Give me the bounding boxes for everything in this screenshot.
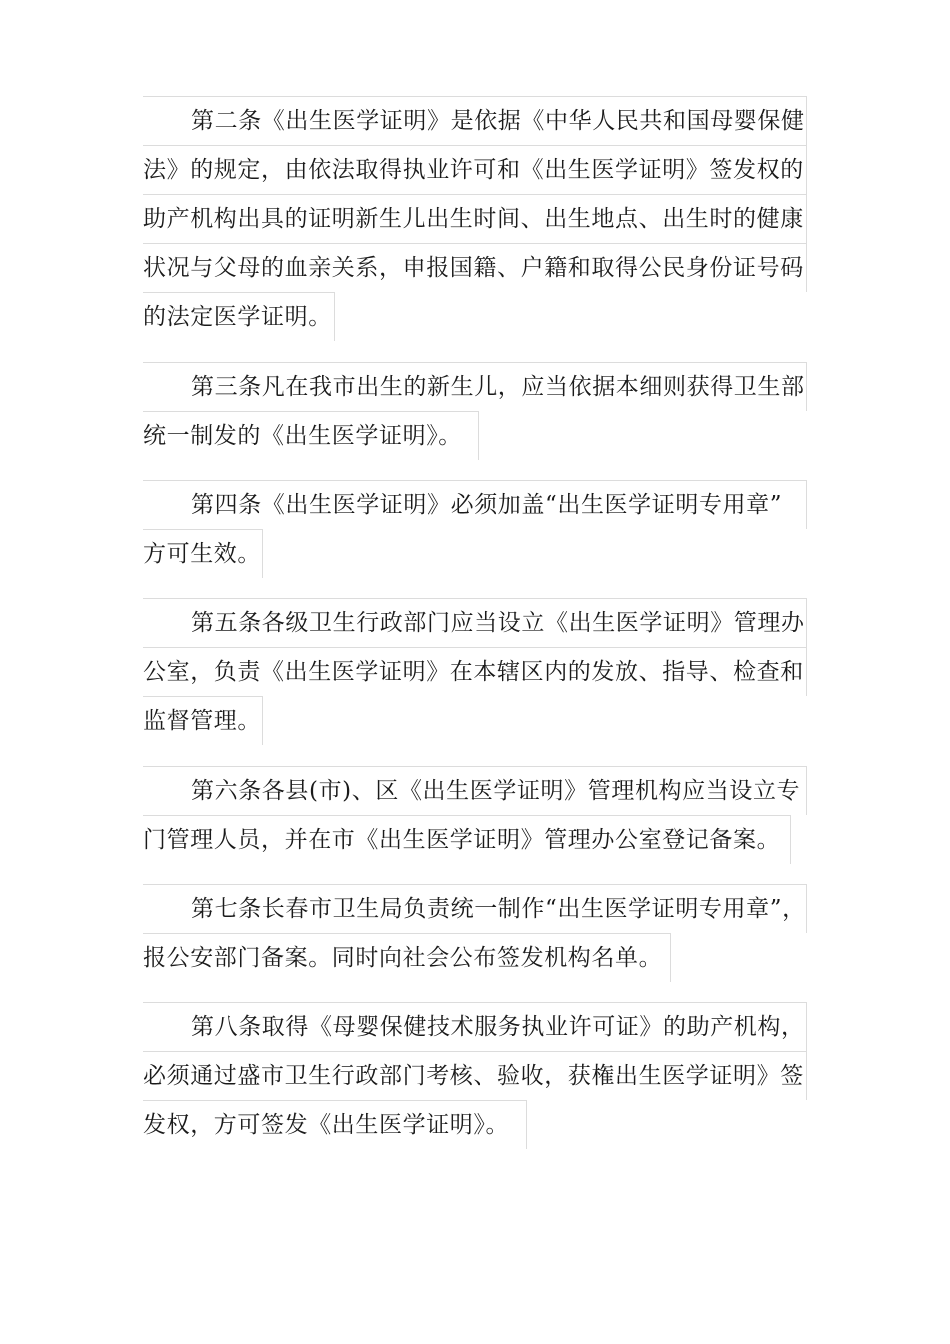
paragraph-line: 监督管理。 [143, 696, 263, 745]
paragraph-line: 第二条《出生医学证明》是依据《中华人民共和国母婴保健 [143, 96, 807, 145]
paragraph-line: 必须通过盛市卫生行政部门考核、验收，获権出生医学证明》签 [143, 1051, 807, 1100]
paragraph-line: 公室，负责《出生医学证明》在本辖区内的发放、指导、检查和 [143, 647, 807, 696]
paragraph-line: 第三条凡在我市出生的新生儿，应当依据本细则获得卫生部 [143, 362, 807, 411]
paragraph-line: 的法定医学证明。 [143, 292, 335, 341]
paragraph-line: 统一制发的《出生医学证明》。 [143, 411, 479, 460]
paragraph-line: 第七条长春市卫生局负责统一制作“出生医学证明专用章”， [143, 884, 807, 933]
article-2-paragraph [143, 96, 807, 341]
paragraph-line: 状况与父母的血亲关系，申报国籍、户籍和取得公民身份证号码 [143, 243, 807, 292]
article-3-paragraph [143, 362, 807, 460]
paragraph-line: 方可生效。 [143, 529, 263, 578]
article-7-paragraph [143, 884, 807, 982]
paragraph-line: 法》的规定，由依法取得执业许可和《出生医学证明》签发权的 [143, 145, 807, 194]
paragraph-line: 第四条《出生医学证明》必须加盖“出生医学证明专用章” [143, 480, 807, 529]
paragraph-line: 第六条各县(市)、区《出生医学证明》管理机构应当设立专 [143, 766, 807, 815]
paragraph-line: 报公安部门备案。同时向社会公布签发机构名单。 [143, 933, 671, 982]
paragraph-line: 助产机构出具的证明新生儿出生时间、出生地点、出生时的健康 [143, 194, 807, 243]
article-8-paragraph [143, 1002, 807, 1149]
paragraph-line: 门管理人员，并在市《出生医学证明》管理办公室登记备案。 [143, 815, 791, 864]
article-5-paragraph [143, 598, 807, 745]
paragraph-line: 发权，方可签发《出生医学证明》。 [143, 1100, 527, 1149]
paragraph-line: 第五条各级卫生行政部门应当设立《出生医学证明》管理办 [143, 598, 807, 647]
article-4-paragraph [143, 480, 807, 578]
article-6-paragraph [143, 766, 807, 864]
paragraph-line: 第八条取得《母婴保健技术服务执业许可证》的助产机构， [143, 1002, 807, 1051]
